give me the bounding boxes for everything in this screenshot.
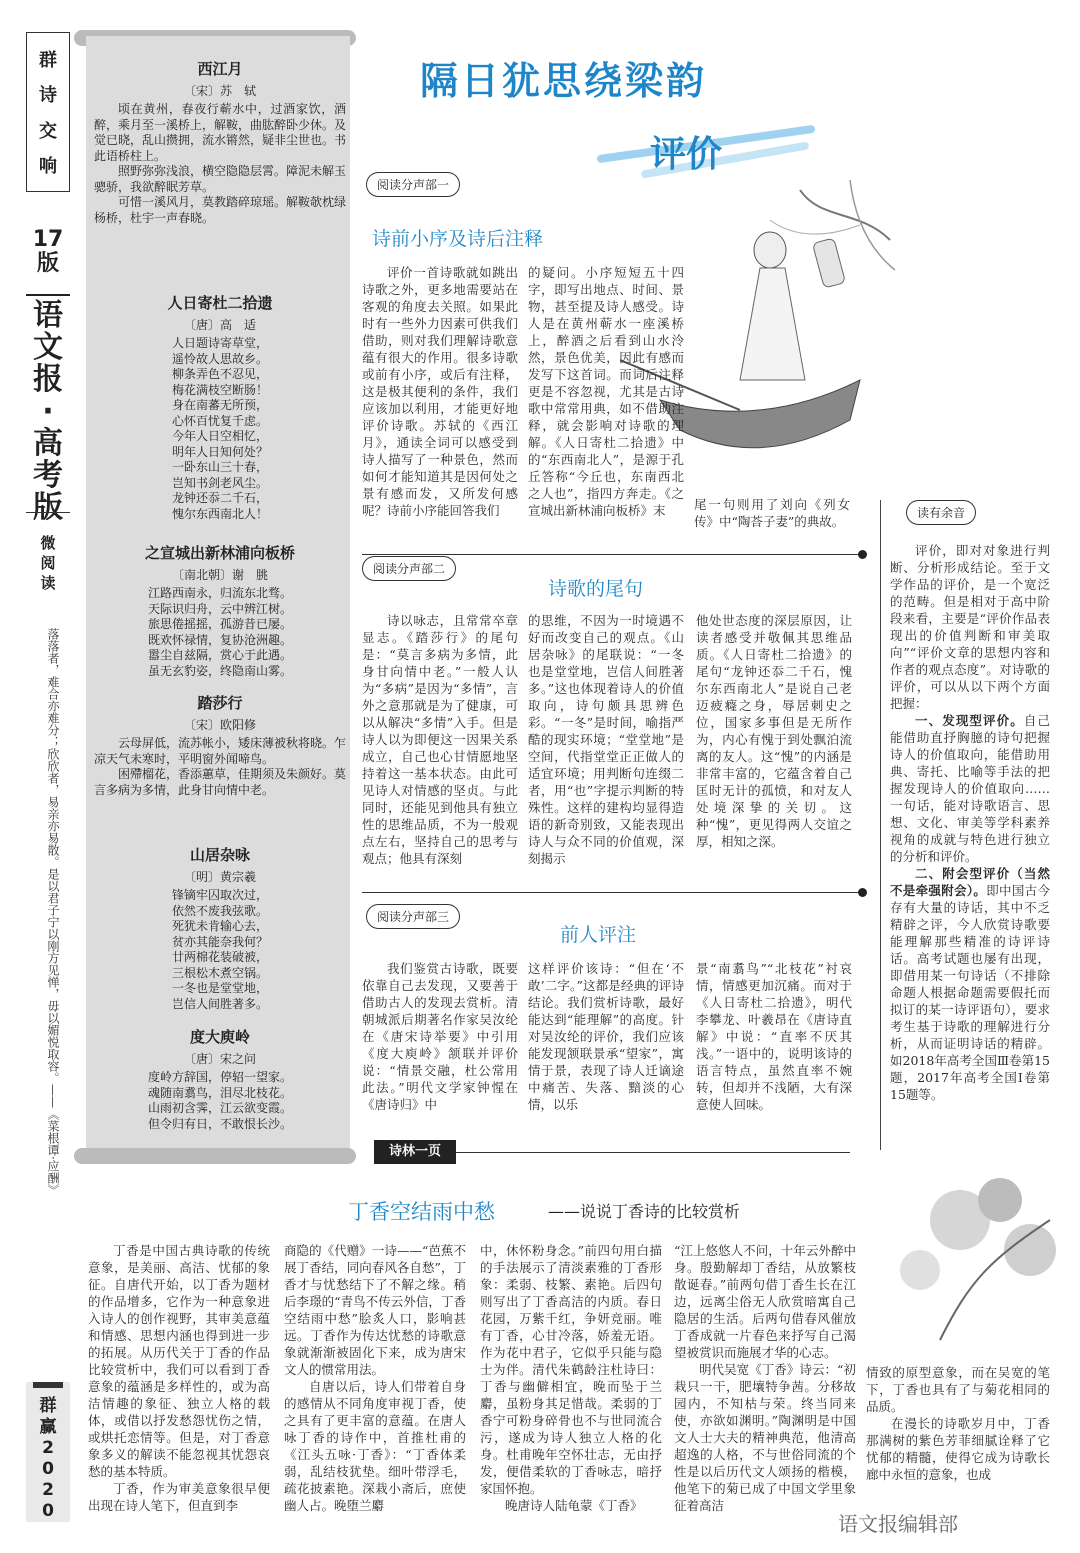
poem-author: 〔南北朝〕谢 朓	[171, 567, 268, 582]
poem-line: 遥怜故人思故乡。	[171, 351, 268, 366]
poem-stanza: 可惜一溪风月，莫教踏碎琼瑶。解鞍欹枕绿杨桥，杜宇一声春晓。	[94, 195, 347, 225]
s1-col-2	[528, 264, 684, 519]
paragraph: 我们鉴赏古诗歌，既要依靠自己去发现，又要善于借助古人的发现去赏析。清朝城派后期著名作家吴汝纶在《唐宋诗举要》中引用《度大庾岭》颔联并评价说：“情景交融，杜公常用此法。”明代文学家钟惺在《唐诗归》中	[362, 961, 518, 1112]
paragraph: 自己能借助直抒胸臆的诗句把握诗人的价值取向，能借助用典、寄托、比喻等手法的把握发现诗人的价值取向……一句话，能对诗歌语言、思想、文化、审美等学科素养视角的成就与特色进行独立的分析和评价。	[890, 713, 1050, 864]
poem-preface: 顷在黄州，春夜行蕲水中，过酒家饮，酒醉，乘月至一溪桥上，解鞍，曲肱醉卧少休。及觉已晓，乱山攒拥，流水锵然，疑非尘世也。书此语桥柱上。	[94, 102, 347, 163]
paragraph: 明代吴宽《丁香》诗云：“初栽只一干，肥壤特争茜。分移故园内，不知枯与荣。终当同来使，亦欲如渊明。”陶渊明是中国文人士大夫的精神典范，他清高超逸的人格，不与世俗同流的个性是以后历代文人颂扬的楷模，他笔下的菊已成了中国文学里象征着高洁	[674, 1362, 856, 1513]
poem-author: 〔唐〕高 适	[183, 317, 256, 332]
paragraph: 丁香，作为审美意象很早便出现在诗人笔下，但直到李	[88, 1481, 270, 1513]
poem-tashaxing	[94, 696, 346, 798]
paragraph: 丁香是中国古典诗歌的传统意象，是美丽、高洁、忧郁的象征。自唐代开始，以丁香为题材的作品增多，它作为一种意象进入诗人的创作视野，其审美意蕴和情感、思想内涵也得到进一步的拓展。从历代关于丁香的作品比较赏析中，我们可以看到丁香意象的蕴涵是多样性的，或为高洁情趣的象征、独立人格的载体，或借以抒发愁怨忧伤之情，或烘托恋情等。但是，对丁香意象多义的解读不能忽视其忧怨哀愁的基本特质。	[88, 1243, 270, 1479]
bottom-tag	[26, 1382, 70, 1522]
poem-line: 岂知书剑老风尘。	[171, 475, 268, 490]
bottom-bar	[33, 1382, 63, 1388]
poem-xijiangyue	[94, 62, 346, 226]
poem-author: 〔唐〕宋之问	[183, 1051, 256, 1066]
poem-author: 〔宋〕苏 轼	[183, 83, 256, 98]
poem-line: 旅思倦摇摇，孤游昔已屡。	[147, 617, 292, 631]
poem-line: 今年人日空相忆，	[171, 429, 268, 443]
poem-title: 山居杂咏	[189, 846, 250, 864]
poem-dayuling	[94, 1030, 346, 1132]
bottom-char: 2	[42, 1438, 54, 1458]
bottom-char: 赢	[39, 1417, 57, 1437]
lower-title: 丁香空结雨中愁	[348, 1200, 495, 1224]
paragraph: 中，休怀粉身念。”前四句用白描的手法展示了清淡素雅的丁香形象：柔弱、枝繁、素艳。后四句则写出了丁香高洁的内质。春日花园，万紫千红，争妍竞丽。唯有丁香，心甘冷落，娇羞无语。作为花中君子，它似乎只能与隐士为伴。清代朱鹤龄注杜诗曰：丁香与幽僻相宜，晚而坠于兰麝，虽粉身其足惜哉。柔弱的丁香宁可粉身碎骨也不与世同流合污，遂成为诗人独立人格的化身。杜甫晚年空怀壮志，无由抒发，便借柔软的丁香咏志，暗抒家国怀抱。	[480, 1243, 662, 1496]
poem-line: 死犹未肯输心去，	[171, 919, 268, 933]
column-tag: 诗林一页	[374, 1140, 456, 1164]
paper-char: 版	[33, 490, 63, 525]
section-title: 诗前小序及诗后注释	[372, 228, 544, 250]
paragraph: 评价一首诗歌就如跳出诗歌之外，更多地需要站在客观的角度去关照。如果此时有一些外力因素可供我们借助，则对我们理解诗歌意蕴有很大的作用。很多诗歌或前有小序，或后有注释，这是极其便利的条件，我们应该加以利用，才能更好地评价诗歌。苏轼的《西江月》，通读全词可以感受到诗人描写了一种景色，然而如何才能知道其是因何处之景有感而发，又所发何感呢？诗前小序能回答我们	[362, 265, 518, 518]
poem-line: 依然不废我弦歌。	[171, 903, 268, 918]
poem-title: 之宣城出新林浦向板桥	[144, 544, 295, 562]
poem-xuancheng	[94, 546, 346, 679]
poem-line: 江路西南永，归流东北骛。	[147, 586, 292, 600]
paragraph: 情致的原型意象，而在吴宽的笔下，丁香也具有了与菊花相同的品质。	[866, 1365, 1050, 1414]
lower-col-1	[88, 1242, 270, 1514]
poem-author: 〔明〕黄宗羲	[183, 869, 256, 884]
watermark-text: 语文报编辑部	[838, 1512, 958, 1536]
column-char: 交	[39, 120, 57, 142]
poem-line: 柳条弄色不忍见，	[171, 367, 268, 381]
s2-col-2	[528, 612, 684, 867]
poem-line: 嚣尘自兹隔，赏心于此遇。	[147, 648, 292, 662]
poem-stanza: 云母屏低，流苏帐小，矮床薄被秋将晓。乍凉天气未寒时，平明窗外闻啼鸟。	[94, 736, 347, 766]
paragraph: 景“南翥鸟”“北枝花”衬哀情，情感更加沉痛。而对于《人日寄杜二拾遗》，明代李攀龙、叶羲昂在《唐诗直解》中说：“直率不厌其浅。”一语中的，说明该诗的语言特点，虽然直率不婉转，但却并不浅陋，大有深意使人回味。	[696, 961, 852, 1112]
column-char: 响	[39, 156, 57, 178]
poem-line: 锋镝牢囚取次过，	[171, 888, 268, 902]
scroll-rod-bottom	[74, 1148, 356, 1164]
sub-title: 评价	[650, 134, 723, 175]
paragraph: 即中国古今存有大量的诗话，其中不乏精辟之评，今人欣赏诗歌要能理解那些精准的诗评诗话。高考试题也屡有出现，即借用某一句诗话（不排除命题人根据命题需要假托而拟订的某一诗评语句），要求考生基于诗歌的理解进行分析，从而证明诗话的精辟。如2018年高考全国Ⅲ卷第15题，2017年高考全国Ⅰ卷第15题等。	[890, 883, 1050, 1102]
poem-author: 〔宋〕欧阳修	[183, 717, 256, 732]
bottom-char: 群	[39, 1396, 57, 1416]
poem-line: 虽无玄豹姿，终隐南山雾。	[147, 663, 292, 678]
s3-col-2	[528, 960, 684, 1113]
divider	[362, 554, 862, 555]
paragraph: 自唐以后，诗人们带着自身的感情从不同角度审视丁香，使之具有了更丰富的意蕴。在唐人咏丁香的诗作中，首推杜甫的《江头五咏·丁香》：“丁香体柔弱，乱结枝犹垫。细叶带浮毛，疏花披素艳。深栽小斋后，庶使幽人占。晚堕兰麝	[284, 1379, 466, 1513]
side-heading: 一、发现型评价。	[915, 713, 1024, 728]
s3-col-1	[362, 960, 518, 1113]
poem-line: 一冬也是堂堂地，	[171, 981, 268, 995]
poem-line: 山雨初含霁，江云欲变霞。	[147, 1101, 292, 1115]
paper-char: 考	[33, 458, 63, 493]
paragraph: 诗以咏志，且常常卒章显志。《踏莎行》的尾句是：“莫言多病为多情，此身甘向情中老。”一般人认为“多病”是因为“多情”，言外之意那就是为了健康，可以从解决“多情”入手。但是诗人以为即便这一因果关系成立，自己也心甘情愿地坚持着这一基本状态。由此可见诗人对情感的坚贞。与此同时，还能见到他具有独立性的思维品质，不为一般观点左右，坚持自己的思考与观点；他具有深刻	[362, 613, 518, 866]
paper-char: 报	[33, 362, 63, 397]
poem-line: 梅花满枝空断肠！	[171, 382, 268, 397]
divider-dot	[858, 550, 867, 559]
poem-line: 魂随南翥鸟，泪尽北枝花。	[147, 1085, 292, 1100]
paragraph: 的思维，不因为一时境遇不好而改变自己的观点。《山居杂咏》的尾联说：“一冬也是堂堂地，岂信人间胜著多。”这也体现着诗人的价值取向，诗句颇具思辨色彩。“一冬”是时间，喻指严酷的现实环境；“堂堂地”是空间，代指堂堂正正做人的适宜环境；用判断句连缀二者，用“也”字提示判断的特殊性。这样的建构均显得造语的新奇别致，又能表现出诗人与众不同的价值观，深刻揭示	[528, 613, 684, 866]
poem-line: 心怀百忧复千虑。	[171, 413, 268, 428]
s1-col-1	[362, 264, 518, 519]
poem-line: 龙钟还忝二千石，	[171, 491, 268, 505]
poem-line: 岂信人间胜著多。	[171, 996, 268, 1011]
paragraph: 尾一句则用了刘向《列女传》中“陶荅子妻”的典故。	[694, 497, 850, 529]
poem-stanza: 照野弥弥浅浪，横空隐隐层霄。障泥未解玉骢骄，我欲醉眠芳草。	[94, 164, 347, 194]
poem-line: 三根松木煮空锅。	[171, 965, 268, 980]
divider-dot	[858, 888, 867, 897]
poem-line: 天际识归舟，云中辨江树。	[147, 601, 292, 616]
lilac-illustration	[880, 1160, 1070, 1350]
bottom-char: 0	[42, 1459, 54, 1479]
bottom-char: 0	[42, 1501, 54, 1521]
section-title: 前人评注	[560, 924, 637, 946]
mini-char: 阅	[40, 554, 56, 572]
section-badge: 阅读分声部三	[366, 904, 460, 929]
poem-line: 但令归有日，不敢恨长沙。	[147, 1116, 292, 1131]
s2-col-1	[362, 612, 518, 867]
poem-line: 身在南蕃无所预，	[171, 398, 268, 412]
lower-col-5	[866, 1364, 1050, 1483]
mini-char: 微	[40, 534, 56, 552]
edition-number	[26, 228, 70, 276]
poem-renri	[94, 296, 346, 522]
paragraph: 评价，即对对象进行判断、分析形成结论。至于文学作品的评价，是一个宽泛的范畴。但是相对于高中阶段来看，主要是“评价作品表现出的价值判断和审美取向”“评价文章的思想内容和作者的观点态度”。对诗歌的评价，可以从以下两个方面把握：	[890, 543, 1050, 711]
s3-col-3	[696, 960, 852, 1113]
paragraph: 这样评价该诗：“但在‘不敢’二字。”这都是经典的评诗结论。我们赏析诗歌，最好能达到“能理解”的高度。针对吴汝纶的评价，我们应该能发现颔联景承“望家”，寓情于景，表现了诗人迁谪途中痛苦、失落、黯淡的心情，以乐	[528, 961, 684, 1112]
poem-title: 踏莎行	[197, 694, 243, 712]
poem-line: 明年人日知何处？	[171, 444, 268, 459]
poem-stanza: 困殢榴花，香添蕙草，佳期须及朱颜好。莫言多病为多情，此身甘向情中老。	[94, 767, 347, 797]
lower-col-3	[480, 1242, 662, 1514]
s2-col-3	[696, 612, 852, 850]
column-char: 群	[39, 49, 57, 71]
side-text	[890, 542, 1050, 1103]
poem-shanju	[94, 848, 346, 1012]
mini-char: 读	[40, 574, 56, 592]
paper-char: 高	[33, 426, 63, 461]
main-title: 隔日犹思绕梁韵	[420, 59, 708, 103]
column-char: 诗	[39, 85, 57, 107]
caigentan-quote: 落落者，难合亦难分；欣欣者，易亲亦易散。是以君子宁以刚方见惮，毋以媚悦取容。——《菜根谭·应酬》	[46, 628, 60, 1196]
paper-name	[26, 294, 70, 525]
poem-line: 一卧东山三十春，	[171, 460, 268, 474]
poem-title: 西江月	[197, 60, 243, 78]
poem-title: 人日寄杜二拾遗	[167, 294, 273, 312]
paragraph: 他处世态度的深层原因，让读者感受并敬佩其思维品质。《人日寄杜二拾遗》的尾句“龙钟还忝二千石，愧尔东西南北人”是说自己老迈疲癃之身，辱居刺史之位，国家多事但是无所作为，内心有愧于到处飘泊流离的友人。这“愧”的内涵是非常丰富的，它蕴含着自己匡时无计的孤愤，和对友人处境深挚的关切。这种“愧”，更见得两人交谊之厚，相知之深。	[696, 613, 852, 849]
poem-title: 度大庾岭	[189, 1028, 250, 1046]
left-edition-strip	[26, 32, 70, 1522]
poem-line: 人日题诗寄草堂，	[171, 336, 268, 350]
lower-subtitle: ——说说丁香诗的比较赏析	[548, 1202, 741, 1221]
paragraph: 晚唐诗人陆龟蒙《丁香》	[505, 1498, 643, 1513]
poem-line: 贫亦其能奈我何？	[171, 934, 268, 949]
paragraph: “江上悠悠人不问，十年云外醉中身。殷勤解却丁香结，从放繁枝散诞春。”前两句借丁香生长在江边，远离尘俗无人欣赏暗寓自己隐居的生活。后两句借春风催放丁香成就一片春色来抒写自己渴望被赏识而施展才华的心志。	[674, 1243, 856, 1360]
section-badge: 阅读分声部二	[362, 556, 456, 581]
paragraph: 在漫长的诗歌岁月中，丁香那满树的紫色芳菲细腻诠释了它忧郁的精髓，使得它成为诗歌长廊中永恒的意象，也成	[866, 1416, 1050, 1482]
lower-col-4	[674, 1242, 856, 1514]
mini-read-label	[26, 512, 70, 602]
edition-num: 17	[32, 227, 64, 252]
paper-char: 文	[33, 330, 63, 365]
side-badge: 读有余音	[906, 500, 976, 525]
edition-label: 版	[36, 251, 59, 276]
poem-line: 廿两棉花装破被，	[171, 950, 268, 964]
s1-col-3	[694, 496, 850, 530]
paper-char: ·	[42, 394, 54, 429]
lower-col-2	[284, 1242, 466, 1514]
paragraph: 商隐的《代赠》一诗——“芭蕉不展丁香结，同向春风各自愁”，丁香才与忧愁结下了不解之缘。稍后李璟的“青鸟不传云外信，丁香空结雨中愁”脍炙人口，影响甚远。丁香作为传达忧愁的诗歌意象就渐渐被固化下来，成为唐宋文人的惯常用法。	[284, 1243, 466, 1377]
section-title: 诗歌的尾句	[548, 578, 644, 600]
paper-char: 语	[33, 298, 63, 333]
divider	[362, 892, 862, 893]
section-badge: 阅读分声部一	[366, 172, 460, 197]
column-name	[26, 32, 70, 192]
poem-line: 愧尔东西南北人！	[171, 506, 268, 521]
poem-line: 度岭方辞国，停轺一望家。	[147, 1070, 292, 1084]
poem-line: 既欢怀禄情，复协沧洲趣。	[147, 632, 292, 647]
bottom-char: 2	[42, 1480, 54, 1500]
side-heading: 二、附会型评价（当然不是牵强附会）。	[890, 866, 1050, 898]
paragraph: 的疑问。小序短短五十四字，即写出地点、时间、景物，甚至提及诗人感受。诗人是在黄州蕲水一座溪桥上，醉酒之后看到山水泠然，景色优美，因此有感而发写下这首词。而词后注释更是不容忽视，尤其是古诗歌中常常用典，如不借助注释，就会影响对诗歌的理解。《人日寄杜二拾遗》中的“东西南北人”，是源于孔丘答称“今丘也，东南西北之人也”，指四方奔走。《之宣城出新林浦向板桥》末	[528, 265, 684, 518]
